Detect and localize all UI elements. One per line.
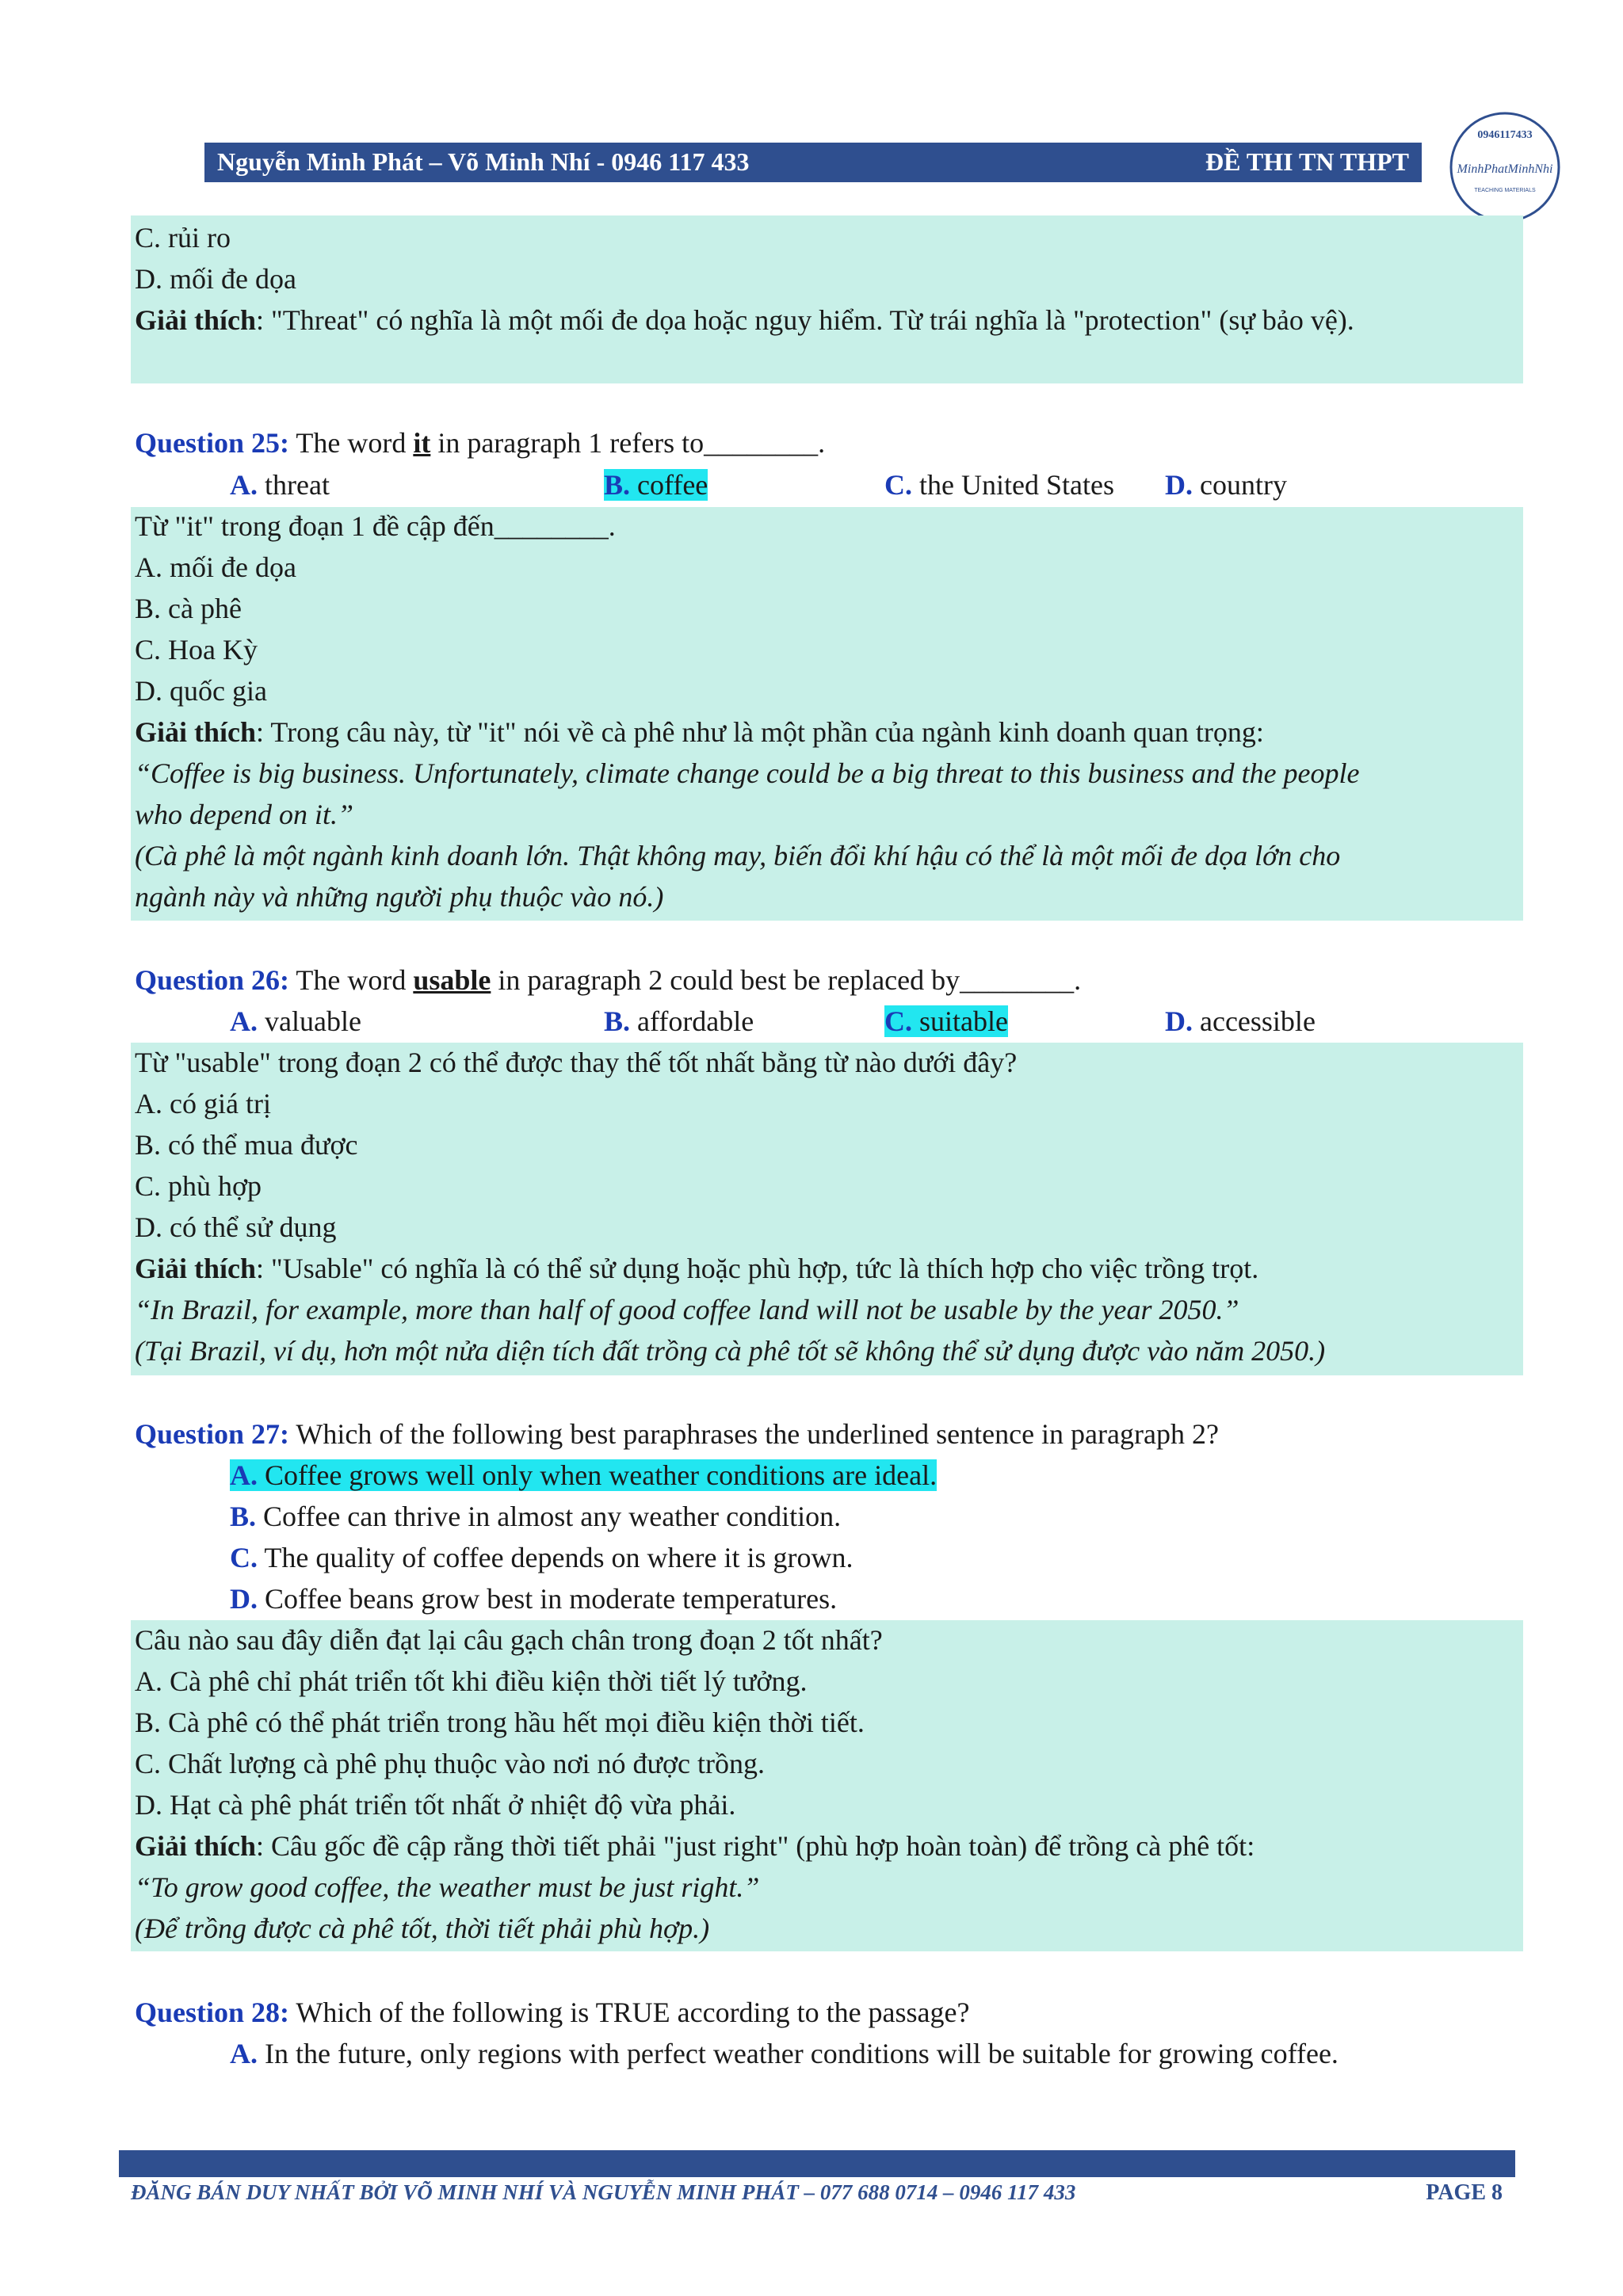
question-26-stem: Question 26: The word usable in paragraph 2 could best be replaced by________. <box>135 964 1082 996</box>
header-exam-title: ĐỀ THI TN THPT <box>1205 147 1409 176</box>
vi-stem: Từ "usable" trong đoạn 2 có thể được thay thế tốt nhất bằng từ nào dưới đây? <box>135 1047 1018 1078</box>
q27-option-a[interactable]: A. Coffee grows well only when weather conditions are ideal. <box>230 1459 938 1491</box>
q25-option-b[interactable]: B. coffee <box>604 469 708 501</box>
logo-phone: 0946117433 <box>1477 129 1533 141</box>
vi-option-a: A. mối đe dọa <box>135 551 296 583</box>
explanation: Giải thích: "Threat" có nghĩa là một mối đe dọa hoặc nguy hiểm. Từ trái nghĩa là "protection" (sự bảo vệ). <box>135 304 1354 336</box>
quote: “In Brazil, for example, more than half of good coffee land will not be usable by the year 2050.” <box>135 1294 1239 1325</box>
vi-option-c: C. Chất lượng cà phê phụ thuộc vào nơi nó được trồng. <box>135 1748 766 1779</box>
vi-option-d: D. có thể sử dụng <box>135 1211 337 1243</box>
q26-option-c[interactable]: C. suitable <box>884 1005 1008 1037</box>
q27-option-d[interactable]: D. Coffee beans grow best in moderate temperatures. <box>230 1583 838 1615</box>
vi-stem: Câu nào sau đây diễn đạt lại câu gạch chân trong đoạn 2 tốt nhất? <box>135 1624 883 1656</box>
q25-option-d[interactable]: D. country <box>1165 469 1287 501</box>
q28-option-a[interactable]: A. In the future, only regions with perfect weather conditions will be suitable for growing coffee. <box>230 2038 1338 2069</box>
explanation: Giải thích: "Usable" có nghĩa là có thể sử dụng hoặc phù hợp, tức là thích hợp cho việc trồng trọt. <box>135 1253 1259 1284</box>
footer-bar <box>119 2150 1515 2177</box>
vi-option-d: D. quốc gia <box>135 675 267 707</box>
quote: “Coffee is big business. Unfortunately, climate change could be a big threat to this business and the people <box>135 757 1360 789</box>
header-bar <box>204 143 1422 182</box>
logo-sub: TEACHING MATERIALS <box>1474 188 1536 193</box>
q26-option-d[interactable]: D. accessible <box>1165 1005 1316 1037</box>
vi-option-b: B. Cà phê có thể phát triển trong hầu hết mọi điều kiện thời tiết. <box>135 1707 865 1738</box>
vi-option-a: A. Cà phê chỉ phát triển tốt khi điều kiện thời tiết lý tưởng. <box>135 1665 808 1697</box>
header-authors: Nguyễn Minh Phát – Võ Minh Nhí - 0946 117 433 <box>217 147 750 176</box>
q26-option-b[interactable]: B. affordable <box>604 1005 754 1037</box>
vi-stem: Từ "it" trong đoạn 1 đề cập đến________. <box>135 510 616 542</box>
quote: “To grow good coffee, the weather must be just right.” <box>135 1871 760 1903</box>
question-27-stem: Question 27: Which of the following best paraphrases the underlined sentence in paragraph 2? <box>135 1418 1219 1450</box>
question-28-stem: Question 28: Which of the following is TRUE according to the passage? <box>135 1997 970 2028</box>
translation: (Cà phê là một ngành kinh doanh lớn. Thật không may, biến đổi khí hậu có thể là một mối đe dọa lớn cho <box>135 840 1341 871</box>
page-number: PAGE 8 <box>1426 2180 1503 2205</box>
vi-option-b: B. có thể mua được <box>135 1129 358 1161</box>
translation: (Để trồng được cà phê tốt, thời tiết phải phù hợp.) <box>135 1913 710 1944</box>
q25-option-c[interactable]: C. the United States <box>884 469 1114 501</box>
q27-option-b[interactable]: B. Coffee can thrive in almost any weather condition. <box>230 1501 842 1532</box>
vi-option-c: C. phù hợp <box>135 1170 262 1202</box>
vi-option-b: B. cà phê <box>135 593 242 624</box>
vi-option-c: C. rủi ro <box>135 222 231 254</box>
explanation: Giải thích: Câu gốc đề cập rằng thời tiết phải "just right" (phù hợp hoàn toàn) để trồng cà phê tốt: <box>135 1830 1255 1862</box>
q27-option-c[interactable]: C. The quality of coffee depends on where it is grown. <box>230 1542 854 1573</box>
explanation: Giải thích: Trong câu này, từ "it" nói về cà phê như là một phần của ngành kinh doanh quan trọng: <box>135 716 1264 748</box>
q26-option-a[interactable]: A. valuable <box>230 1005 361 1037</box>
translation: ngành này và những người phụ thuộc vào nó.) <box>135 881 664 913</box>
question-25-stem: Question 25: The word it in paragraph 1 refers to________. <box>135 427 826 459</box>
vi-option-d: D. Hạt cà phê phát triển tốt nhất ở nhiệt độ vừa phải. <box>135 1789 736 1821</box>
footer-publisher: ĐĂNG BÁN DUY NHẤT BỞI VÕ MINH NHÍ VÀ NGUYỄN MINH PHÁT – 077 688 0714 – 0946 117 433 <box>131 2180 1076 2204</box>
vi-option-c: C. Hoa Kỳ <box>135 634 258 666</box>
vi-option-d: D. mối đe dọa <box>135 263 296 295</box>
quote: who depend on it.” <box>135 799 353 830</box>
q25-option-a[interactable]: A. threat <box>230 469 330 501</box>
translation: (Tại Brazil, ví dụ, hơn một nửa diện tích đất trồng cà phê tốt sẽ không thể sử dụng được vào năm 2050.) <box>135 1335 1326 1367</box>
brand-logo <box>1447 109 1563 225</box>
logo-name: MinhPhatMinhNhi <box>1457 162 1553 176</box>
vi-option-a: A. có giá trị <box>135 1088 271 1119</box>
